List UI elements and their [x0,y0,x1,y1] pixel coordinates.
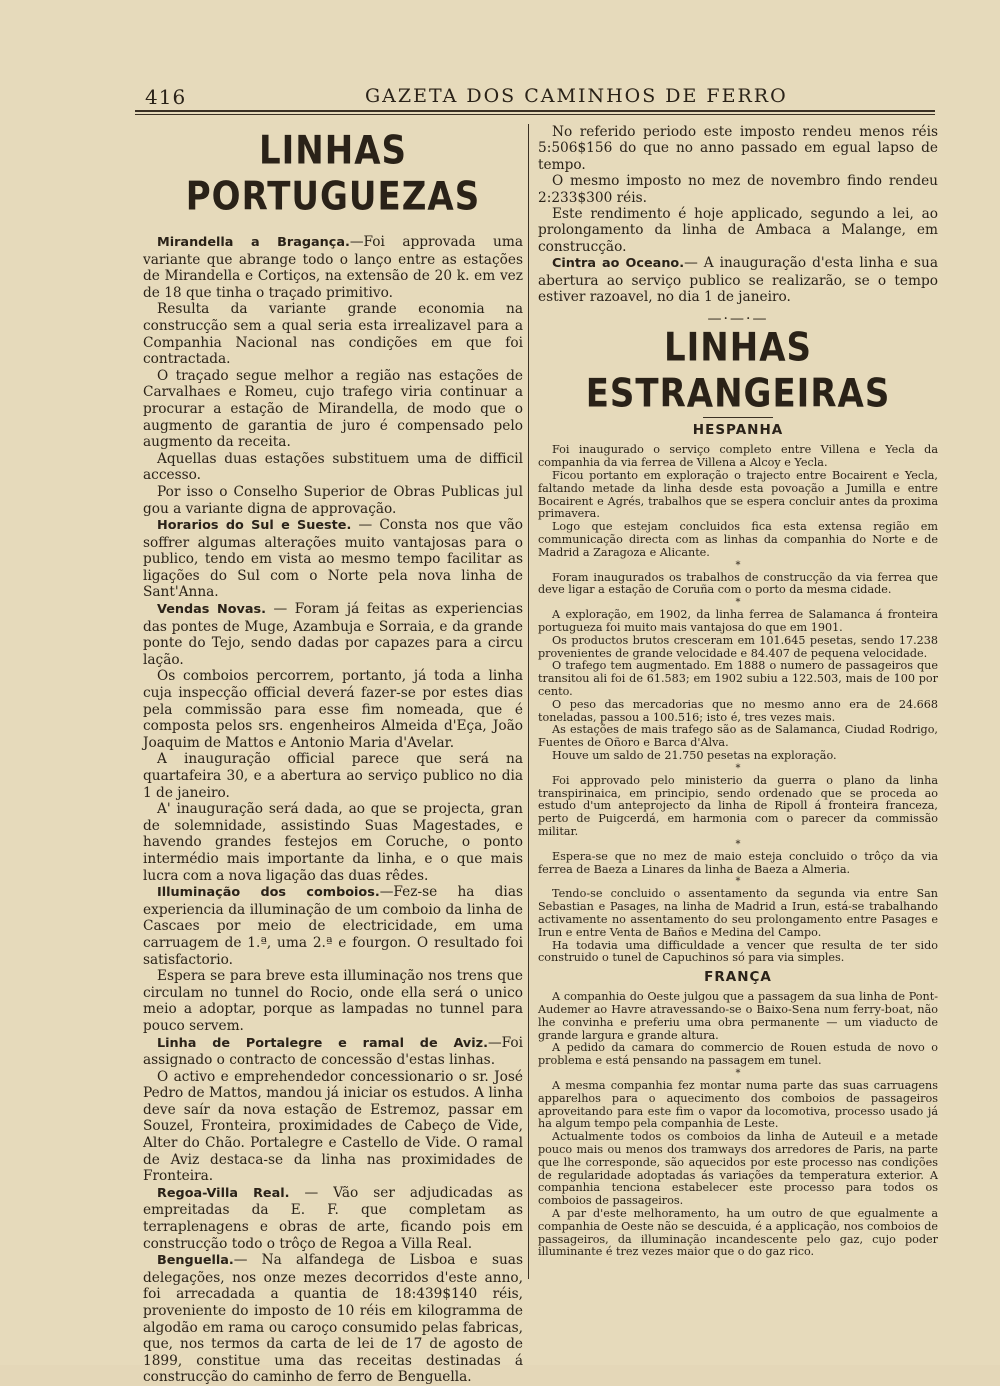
item-lead: Mirandella a Bragança. [157,235,350,250]
country-heading-france: FRANÇA [704,969,772,986]
paragraph-text: Aquellas duas estações substituem uma de difficil accesso. [143,450,523,484]
left-column [143,124,523,1386]
item-lead: Horarios do Sul e Sueste. [157,518,352,534]
item-lead: Vendas Novas. [157,602,266,618]
item-lead: Linha de Portalegre e ramal de Aviz. [157,1035,488,1051]
news-paragraph: Ficou portanto em exploração o trajecto entre Bocairent e Yecla, faltando metade da linha desde esta povoação a Jumilla e entre Bocairent e Agrés, trabalhos que se espera concluir antes da proxima primavera. [538,469,938,521]
paragraph [143,368,523,451]
paragraph-text: — Consta nos que vão soffrer algumas alterações muito vantajosas para o publico, tendo em vista ao mesmo tempo facilitar as ligações do Sul com o Norte pela nova linha de Sant'Anna. [143,517,523,601]
section-ornament: —·—·— [707,311,769,328]
paragraph [143,884,523,968]
paragraph-text: Espera se para breve esta illuminação nos trens que circulam no tunnel do Rocio, onde ella será o unico meio a adoptar, porque as lampadas no tunnel para pouco servem. [143,968,523,1034]
page-header [135,85,935,113]
section-heading-portuguese: LINHAS PORTUGUEZAS [185,128,481,220]
paragraph-text: O activo e emprehendedor concessionario o sr. José Pedro de Mattos, mandou já iniciar os estudos. A linha deve saír da nova estação de Estremoz, passar em Souzel, Fronteira, proximidades de Cabeço de Vide, Alter do Chão. Portalegre e Castello de Vide. O ramal de Aviz destaca-se da linha nas proximidades de Fronteira. [143,1068,523,1185]
paragraph [143,451,523,484]
paragraph-text: A' inauguração será dada, ao que se projecta, gran de solemnidade, assistindo Suas Magestades, e havendo grandes festejos em Coruche, o ponto intermédio mais importante da linha, e o que mais lucra com a nova ligação das duas rêdes. [143,801,523,884]
asterisk-separator: * [735,597,741,609]
asterisk-separator: * [735,838,741,850]
left-article-body [143,234,523,1386]
paragraph [538,206,938,255]
spain-news [538,444,938,965]
paragraph [538,255,938,305]
news-paragraph: O peso das mercadorias que no mesmo anno era de 24.668 toneladas, passou a 100.516; isto é, tres vezes mais. [538,697,938,724]
paragraph-text: Resulta da variante grande economia na construcção sem a qual seria esta irrealizavel para a Companhia Nacional nas condições em que foi contractada. [143,301,523,368]
news-paragraph: Foi inaugurado o serviço completo entre Villena e Yecla da companhia da via ferrea de Villena a Alcoy e Yecla. [538,443,938,470]
country-heading-spain: HESPANHA [692,422,784,439]
news-paragraph: Tendo-se concluido o assentamento da segunda via entre San Sebastian e Pasages, na linha de Madrid a Irun, está-se trabalhando activamente no assentamento do seu prolongamento entre Pasages e Irun e entre Venta de Baños e Medina del Campo. [538,887,938,939]
paragraph-text: — Vão ser adjudicadas as empreitadas da E. F. que completam as terraplenagens e obras de arte, ficando pois em construcção todo o trôço de Regoa a Villa Real. [143,1184,523,1252]
item-lead: Benguella. [157,1253,234,1269]
short-rule [703,417,773,418]
paragraph [143,968,523,1034]
item-lead: Cintra ao Oceano. [552,256,685,272]
france-news [538,991,938,1259]
section-heading-foreign: LINHAS ESTRANGEIRAS [585,325,891,418]
paragraph [143,1069,523,1185]
header-rule-thin [135,114,935,115]
asterisk-separator: * [735,762,741,774]
paragraph-text: — Na alfandega de Lisboa e suas delegações, nos onze mezes decorridos d'este anno, foi arrecadada a quantia de 18:439$140 réis, proveniente do imposto de 10 réis em kilogramma de algodão em rama ou caroço consumido pelas fabricas, que, nos termos da carta de lei de 17 de agosto de 1899, constitue uma das receitas destinadas á construcção do caminho de ferro de Benguella. [143,1252,523,1386]
news-paragraph: O trafego tem augmentado. Em 1888 o numero de passageiros que transitou ali foi de 61.583; em 1902 subiu a 122.503, mais de 100 por cento. [538,659,938,699]
paragraph [143,234,523,301]
news-paragraph: Espera-se que no mez de maio esteja concluido o trôço da via ferrea de Baeza a Linares da linha de Baeza a Almeria. [538,849,938,876]
paragraph [143,1035,523,1069]
paragraph-text: —Foi assignado o contracto de concessão d'estas linhas. [143,1034,523,1069]
paragraph [143,517,523,601]
paragraph [143,484,523,517]
paragraph-text: No referido periodo este imposto rendeu menos réis 5:506$156 do que no anno passado em egual lapso de tempo. [538,124,938,173]
right-continued-text [538,124,938,305]
paragraph [143,301,523,367]
news-paragraph: Os productos brutos cresceram em 101.645 pesetas, sendo 17.238 provenientes de grande velocidade e 84.407 de pequena velocidade. [538,633,938,660]
paragraph-text: — Foram já feitas as experiencias das pontes de Muge, Azambuja e Sorraia, e da grande ponte do Tejo, sendo dadas por capazes para a circu lação. [143,601,523,668]
paragraph-text: —Fez-se ha dias experiencia da illuminação de um comboio da linha de Cascaes por meio de electricidade, em uma carruagem de 1.ª, uma 2.ª e fourgon. O resultado foi satisfactorio. [143,884,523,968]
paragraph-text: Por isso o Conselho Superior de Obras Publicas jul gou a variante digna de approvação. [143,483,523,517]
paragraph [538,124,938,173]
page-number: 416 [145,85,187,109]
paragraph [143,668,523,751]
news-paragraph: Foram inaugurados os trabalhos de construcção da via ferrea que deve ligar a estação de Coruña com o porto da mesma cidade. [538,570,938,597]
right-column [538,124,938,1259]
header-rule [135,110,935,112]
news-paragraph: Ha todavia uma difficuldade a vencer que resulta de ter sido construido o tunel de Capuchinos só para via simples. [538,938,938,965]
asterisk-separator: * [735,876,741,888]
news-paragraph: Foi approvado pelo ministerio da guerra o plano da linha transpirinaica, em principio, sendo ordenado que se proceda ao estudo d'um anteprojecto da linha de Ripoll á fronteira franceza, perto de Puigcerdá, em harmonia com o parecer da commissão militar. [538,773,938,838]
paragraph-text: Este rendimento é hoje applicado, segundo a lei, ao prolongamento da linha de Ambaca a Malange, em construcção. [538,206,938,255]
paragraph-text: —Foi approvada uma variante que abrange todo o lanço entre as estações de Mirandella e Cortiços, na extensão de 20 k. em vez de 18 que tinha o traçado primitivo. [143,234,523,301]
news-paragraph: A exploração, em 1902, da linha ferrea de Salamanca á fronteira portugueza foi muito mais vantajosa do que em 1901. [538,608,938,635]
news-paragraph: A mesma companhia fez montar numa parte das suas carruagens apparelhos para o aquecimento dos comboios de passageiros aproveitando para este fim o vapor da locomotiva, processo usado já ha algum tempo pela companhia de Leste. [538,1078,938,1131]
paragraph [143,801,523,884]
paragraph [143,1185,523,1252]
news-paragraph: Houve um saldo de 21.750 pesetas na exploração. [552,749,837,762]
asterisk-separator: * [735,1067,741,1079]
paragraph-text: A inauguração official parece que será na quartafeira 30, e a abertura ao serviço publico no dia 1 de janeiro. [143,751,523,801]
paragraph-text: O traçado segue melhor a região nas estações de Carvalhaes e Romeu, cujo trafego viria continuar a procurar a estação de Mirandella, de modo que o augmento de garantia de juro é compensado pelo augmento da receita. [143,367,523,451]
news-paragraph: Actualmente todos os comboios da linha de Auteuil e a metade pouco mais ou menos dos tramways dos arredores de Paris, na parte que lhe corresponde, são aquecidos por este processo nas condições de regularidade adoptadas ás variações da temperatura exterior. A companhia tenciona estabelecer este processo para todos os comboios de passageiros. [538,1130,938,1208]
item-lead: Illuminação dos comboios. [157,885,380,901]
paragraph-text: — A inauguração d'esta linha e sua abertura ao serviço publico se realizarão, se o tempo estiver razoavel, no dia 1 de janeiro. [538,255,938,306]
news-paragraph: A companhia do Oeste julgou que a passagem da sua linha de Pont-Audemer ao Havre atravessando-se o Baixo-Sena num ferry-boat, não lhe convinha e preferiu uma obra permanente — um viaducto de grande largura e grande altura. [538,990,938,1042]
asterisk-separator: * [735,559,741,571]
item-lead: Regoa-Villa Real. [157,1185,290,1201]
paragraph [143,1252,523,1386]
paragraph-text: O mesmo imposto no mez de novembro findo rendeu 2:233$300 réis. [538,173,938,206]
paragraph [538,173,938,206]
paragraph [143,751,523,801]
news-paragraph: A pedido da camara do commercio de Rouen estuda de novo o problema e está pensando na passagem em tunel. [538,1041,938,1068]
journal-title: GAZETA DOS CAMINHOS DE FERRO [365,85,788,107]
paragraph-text: Os comboios percorrem, portanto, já toda a linha cuja inspecção official deverá fazer-se por estes dias pela commissão para esse fim nomeada, que é composta pelos srs. engenheiros Almeida d'Eça, João Joaquim de Mattos e Antonio Maria d'Avelar. [143,668,523,751]
news-paragraph: Logo que estejam concluidos fica esta extensa região em communicação directa com as linhas da companhia do Norte e de Madrid a Zaragoza e Alicante. [538,520,938,559]
news-paragraph: A par d'este melhoramento, ha um outro de que egualmente a companhia de Oeste não se descuida, é a applicação, nos comboios de passageiros, da illuminação incandescente pelo gaz, cujo poder illuminante é trez vezes maior que o do gaz rico. [538,1206,938,1259]
paragraph [143,601,523,668]
news-paragraph: As estações de mais trafego são as de Salamanca, Ciudad Rodrigo, Fuentes de Oñoro e Barca d'Alva. [538,723,938,750]
column-divider [528,124,529,1279]
